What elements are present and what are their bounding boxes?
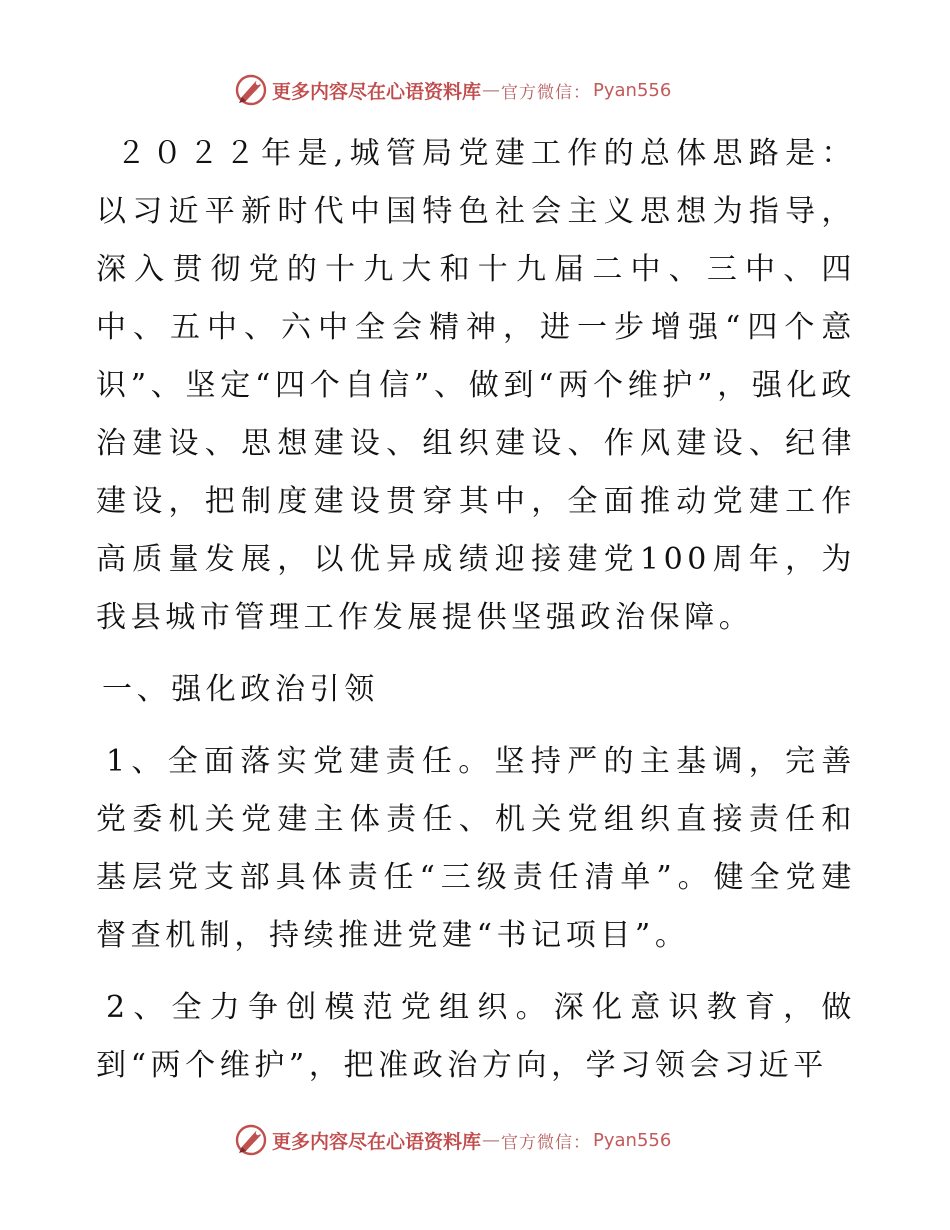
document-body <box>96 125 856 1095</box>
watermark-wechat-label: 官方微信： <box>501 82 592 103</box>
list-item-2: 2、全力争创模范党组织。深化意识教育，做到“两个维护”，把准政治方向，学习领会习近平 <box>96 990 856 1083</box>
watermark-dash: — <box>482 1129 501 1151</box>
watermark-dash: — <box>482 79 501 101</box>
pen-logo-icon <box>234 1123 268 1157</box>
watermark-title: 更多内容尽在心语资料库 <box>272 1130 482 1153</box>
intro-paragraph: ２０２２年是,城管局党建工作的总体思路是：以习近平新时代中国特色社会主义思想为指导，深入贯彻党的十九大和十九届二中、三中、四中、五中、六中全会精神，进一步增强“四个意识”、坚定“四个自信”、做到“两个维护”，强化政治建设、思想建设、组织建设、作风建设、纪律建设，把制度建设贯穿其中，全面推动党建工作高质量发展，以优异成绩迎接建党100周年，为我县城市管理工作发展提供坚强政治保障。 <box>96 136 856 635</box>
watermark-wechat-label: 官方微信： <box>501 1132 592 1153</box>
footer-watermark <box>234 1123 671 1157</box>
pen-logo-icon <box>234 73 268 107</box>
watermark-account: Pyan556 <box>593 79 672 101</box>
watermark-account: Pyan556 <box>593 1129 672 1151</box>
header-watermark <box>234 73 671 107</box>
section-heading: 一、强化政治引领 <box>102 672 379 707</box>
watermark-title: 更多内容尽在心语资料库 <box>272 80 482 103</box>
list-item-1: 1、全面落实党建责任。坚持严的主基调，完善党委机关党建主体责任、机关党组织直接责任和基层党支部具体责任“三级责任清单”。健全党建督查机制，持续推进党建“书记项目”。 <box>96 744 856 953</box>
